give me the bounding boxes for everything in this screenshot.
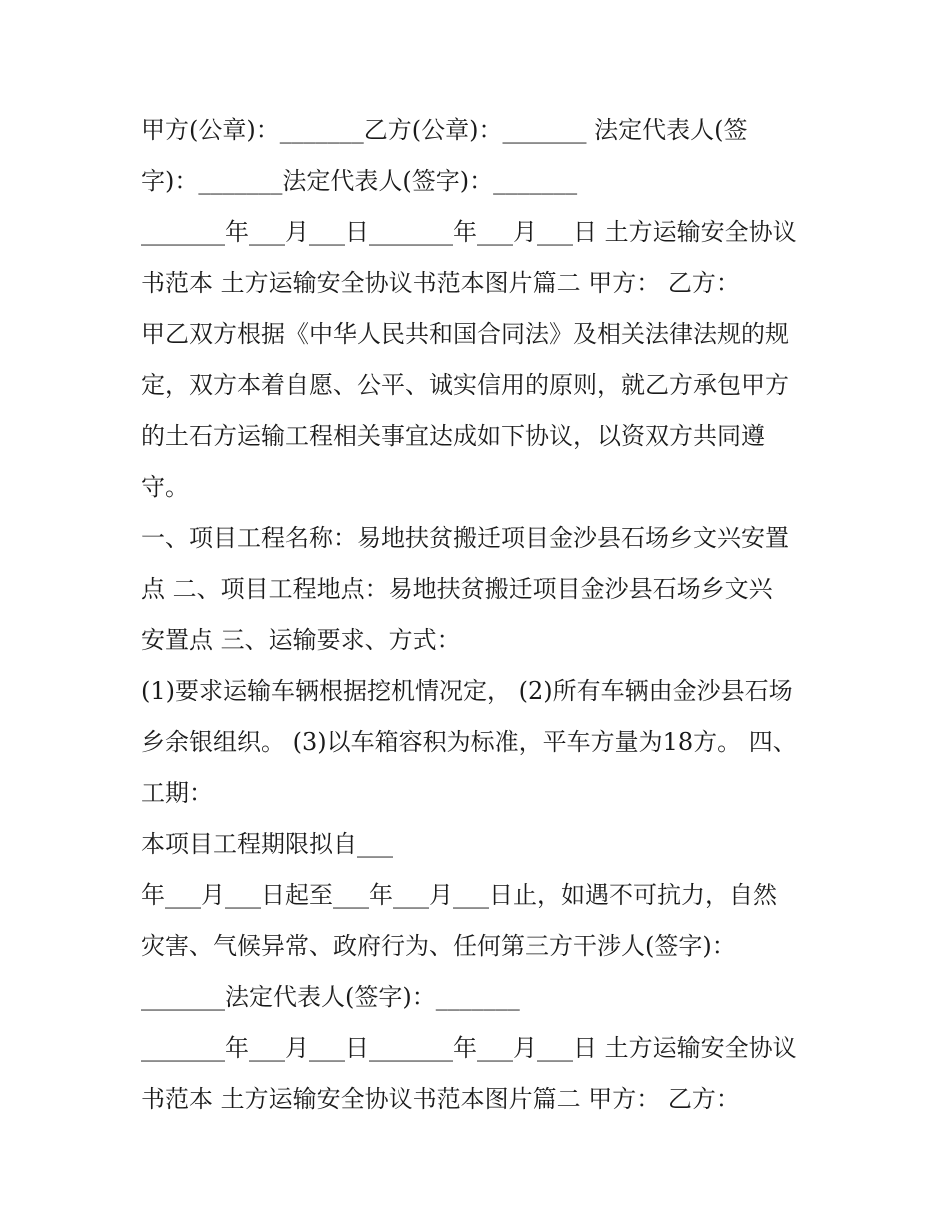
text-line: 甲乙双方根据《中华人民共和国合同法》及相关法律法规的规	[141, 320, 789, 348]
text-line: 灾害、气候异常、政府行为、任何第三方干涉人(签字)：	[141, 932, 736, 960]
text-line: (1)要求运输车辆根据挖机情况定， (2)所有车辆由金沙县石场	[141, 677, 793, 705]
text-line: 字)：_______法定代表人(签字)：_______	[141, 167, 578, 195]
text-line: 点 二、项目工程地点：易地扶贫搬迁项目金沙县石场乡文兴	[141, 575, 773, 603]
text-line: 的土石方运输工程相关事宜达成如下协议，以资双方共同遵	[141, 422, 765, 450]
text-line: 一、项目工程名称：易地扶贫搬迁项目金沙县石场乡文兴安置	[141, 524, 789, 552]
text-line: 书范本 土方运输安全协议书范本图片篇二 甲方： 乙方：	[141, 269, 740, 297]
text-line: 年___月___日起至___年___月___日止，如遇不可抗力，自然	[141, 881, 777, 909]
text-line: _______年___月___日_______年___月___日 土方运输安全协议	[141, 218, 797, 246]
text-line: _______年___月___日_______年___月___日 土方运输安全协议	[141, 1034, 797, 1062]
text-line: 工期：	[141, 779, 213, 807]
text-line: 乡余银组织。 (3)以车箱容积为标准，平车方量为18方。 四、	[141, 728, 797, 756]
text-line: 本项目工程期限拟自___	[141, 830, 393, 858]
text-line: 书范本 土方运输安全协议书范本图片篇二 甲方： 乙方：	[141, 1085, 740, 1113]
text-line: 甲方(公章)：_______乙方(公章)：_______ 法定代表人(签	[141, 116, 748, 144]
text-line: 定，双方本着自愿、公平、诚实信用的原则，就乙方承包甲方	[141, 371, 789, 399]
text-line: 守。	[141, 473, 189, 501]
text-line: 安置点 三、运输要求、方式：	[141, 626, 461, 654]
text-line: _______法定代表人(签字)：_______	[141, 983, 520, 1011]
